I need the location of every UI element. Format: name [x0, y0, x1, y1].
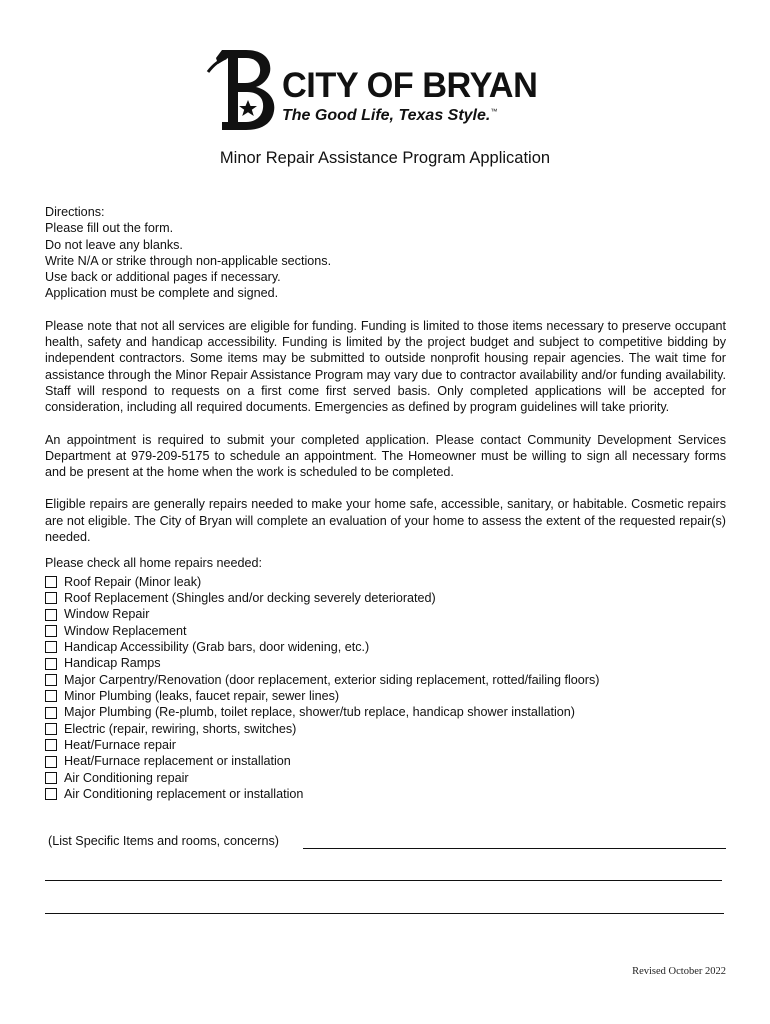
list-specific-input-line-3[interactable]: [45, 913, 724, 914]
repair-option-row[interactable]: [45, 737, 726, 753]
repair-option-label: Window Repair: [64, 607, 150, 622]
repair-option-row[interactable]: [45, 623, 726, 639]
logo-tagline: The Good Life, Texas Style.™: [282, 107, 498, 124]
repair-checkbox[interactable]: [45, 641, 57, 653]
repair-option-row[interactable]: [45, 672, 726, 688]
city-name-wordmark: CITY OF BRYAN: [282, 66, 538, 105]
repair-option-row[interactable]: [45, 639, 726, 655]
repair-checkbox[interactable]: [45, 723, 57, 735]
repair-checkbox[interactable]: [45, 690, 57, 702]
repair-checkbox[interactable]: [45, 788, 57, 800]
repair-option-label: Handicap Ramps: [64, 656, 161, 671]
direction-line: Write N/A or strike through non-applicable sections.: [45, 253, 332, 268]
appointment-paragraph: An appointment is required to submit your completed application. Please contact Community Development Services Department at 979-209-5175 to schedule an appointment. The Homeowner must be willing to sign all necessary forms and be present at the home when the work is scheduled to be completed.: [45, 432, 726, 480]
revision-date: Revised October 2022: [632, 966, 726, 977]
repair-checkbox[interactable]: [45, 658, 57, 670]
page-title: Minor Repair Assistance Program Application: [219, 149, 551, 167]
directions-heading: Directions:: [45, 205, 105, 219]
repair-checkbox[interactable]: [45, 756, 57, 768]
checklist-heading: Please check all home repairs needed:: [45, 556, 263, 571]
direction-line: Use back or additional pages if necessary.: [45, 270, 281, 285]
repair-option-label: Minor Plumbing (leaks, faucet repair, sewer lines): [64, 689, 340, 704]
city-of-bryan-logo: [206, 46, 566, 132]
repair-checklist: [45, 574, 726, 803]
repair-option-label: Major Carpentry/Renovation (door replacement, exterior siding replacement, rotted/failing floors): [64, 672, 600, 687]
repair-option-row[interactable]: [45, 606, 726, 622]
direction-line: Application must be complete and signed.: [45, 286, 279, 301]
repair-option-label: Air Conditioning repair: [64, 770, 189, 785]
repair-option-label: Electric (repair, rewiring, shorts, switches): [64, 721, 297, 736]
repair-option-label: Roof Repair (Minor leak): [64, 574, 202, 589]
repair-checkbox[interactable]: [45, 674, 57, 686]
repair-option-row[interactable]: [45, 786, 726, 802]
form-body: [45, 204, 726, 802]
repair-checkbox[interactable]: [45, 592, 57, 604]
repair-checkbox[interactable]: [45, 609, 57, 621]
repair-option-row[interactable]: [45, 753, 726, 769]
direction-line: Please fill out the form.: [45, 221, 174, 236]
repair-option-label: Window Replacement: [64, 623, 187, 638]
repair-option-label: Major Plumbing (Re-plumb, toilet replace, shower/tub replace, handicap shower installation): [64, 705, 575, 720]
repair-checkbox[interactable]: [45, 739, 57, 751]
repair-option-row[interactable]: [45, 590, 726, 606]
repair-option-label: Air Conditioning replacement or installation: [64, 787, 304, 802]
repair-option-row[interactable]: [45, 770, 726, 786]
repair-option-row[interactable]: [45, 574, 726, 590]
repair-option-label: Heat/Furnace repair: [64, 738, 176, 753]
list-specific-input-line-2[interactable]: [45, 880, 722, 881]
list-specific-label: (List Specific Items and rooms, concerns): [48, 834, 279, 848]
repair-option-label: Handicap Accessibility (Grab bars, door widening, etc.): [64, 640, 370, 655]
bryan-b-logo-icon: [206, 46, 278, 132]
repair-checkbox[interactable]: [45, 707, 57, 719]
repair-option-label: Roof Replacement (Shingles and/or decking severely deteriorated): [64, 591, 436, 605]
repair-checkbox[interactable]: [45, 576, 57, 588]
repair-option-row[interactable]: [45, 721, 726, 737]
repair-checkbox[interactable]: [45, 772, 57, 784]
eligibility-paragraph: Eligible repairs are generally repairs needed to make your home safe, accessible, sanitary, or habitable. Cosmetic repairs are not eligible. The City of Bryan will complete an evaluation of your home to assess the extent of the requested repair(s) needed.: [45, 497, 726, 545]
directions-block: [45, 204, 726, 302]
repair-option-row[interactable]: [45, 688, 726, 704]
list-specific-input-line-1[interactable]: [303, 848, 726, 849]
funding-note-paragraph: Please note that not all services are eligible for funding. Funding is limited to those items necessary to preserve occupant health, safety and handicap accessibility. Funding is limited by the project budget and subject to competitive bidding by independent contractors. Some items may be submitted to outside nonprofit housing repair agencies. The wait time for assistance through the Minor Repair Assistance Program may vary due to contractor availability and/or funding availability. Staff will respond to requests on a first come first served basis. Only completed applications will be accepted for consideration, including all required documents. Emergencies as defined by program guidelines will take priority.: [45, 318, 726, 415]
repair-option-label: Heat/Furnace replacement or installation: [64, 754, 291, 769]
repair-option-row[interactable]: [45, 655, 726, 671]
direction-line: Do not leave any blanks.: [45, 237, 183, 252]
repair-option-row[interactable]: [45, 704, 726, 720]
repair-checkbox[interactable]: [45, 625, 57, 637]
